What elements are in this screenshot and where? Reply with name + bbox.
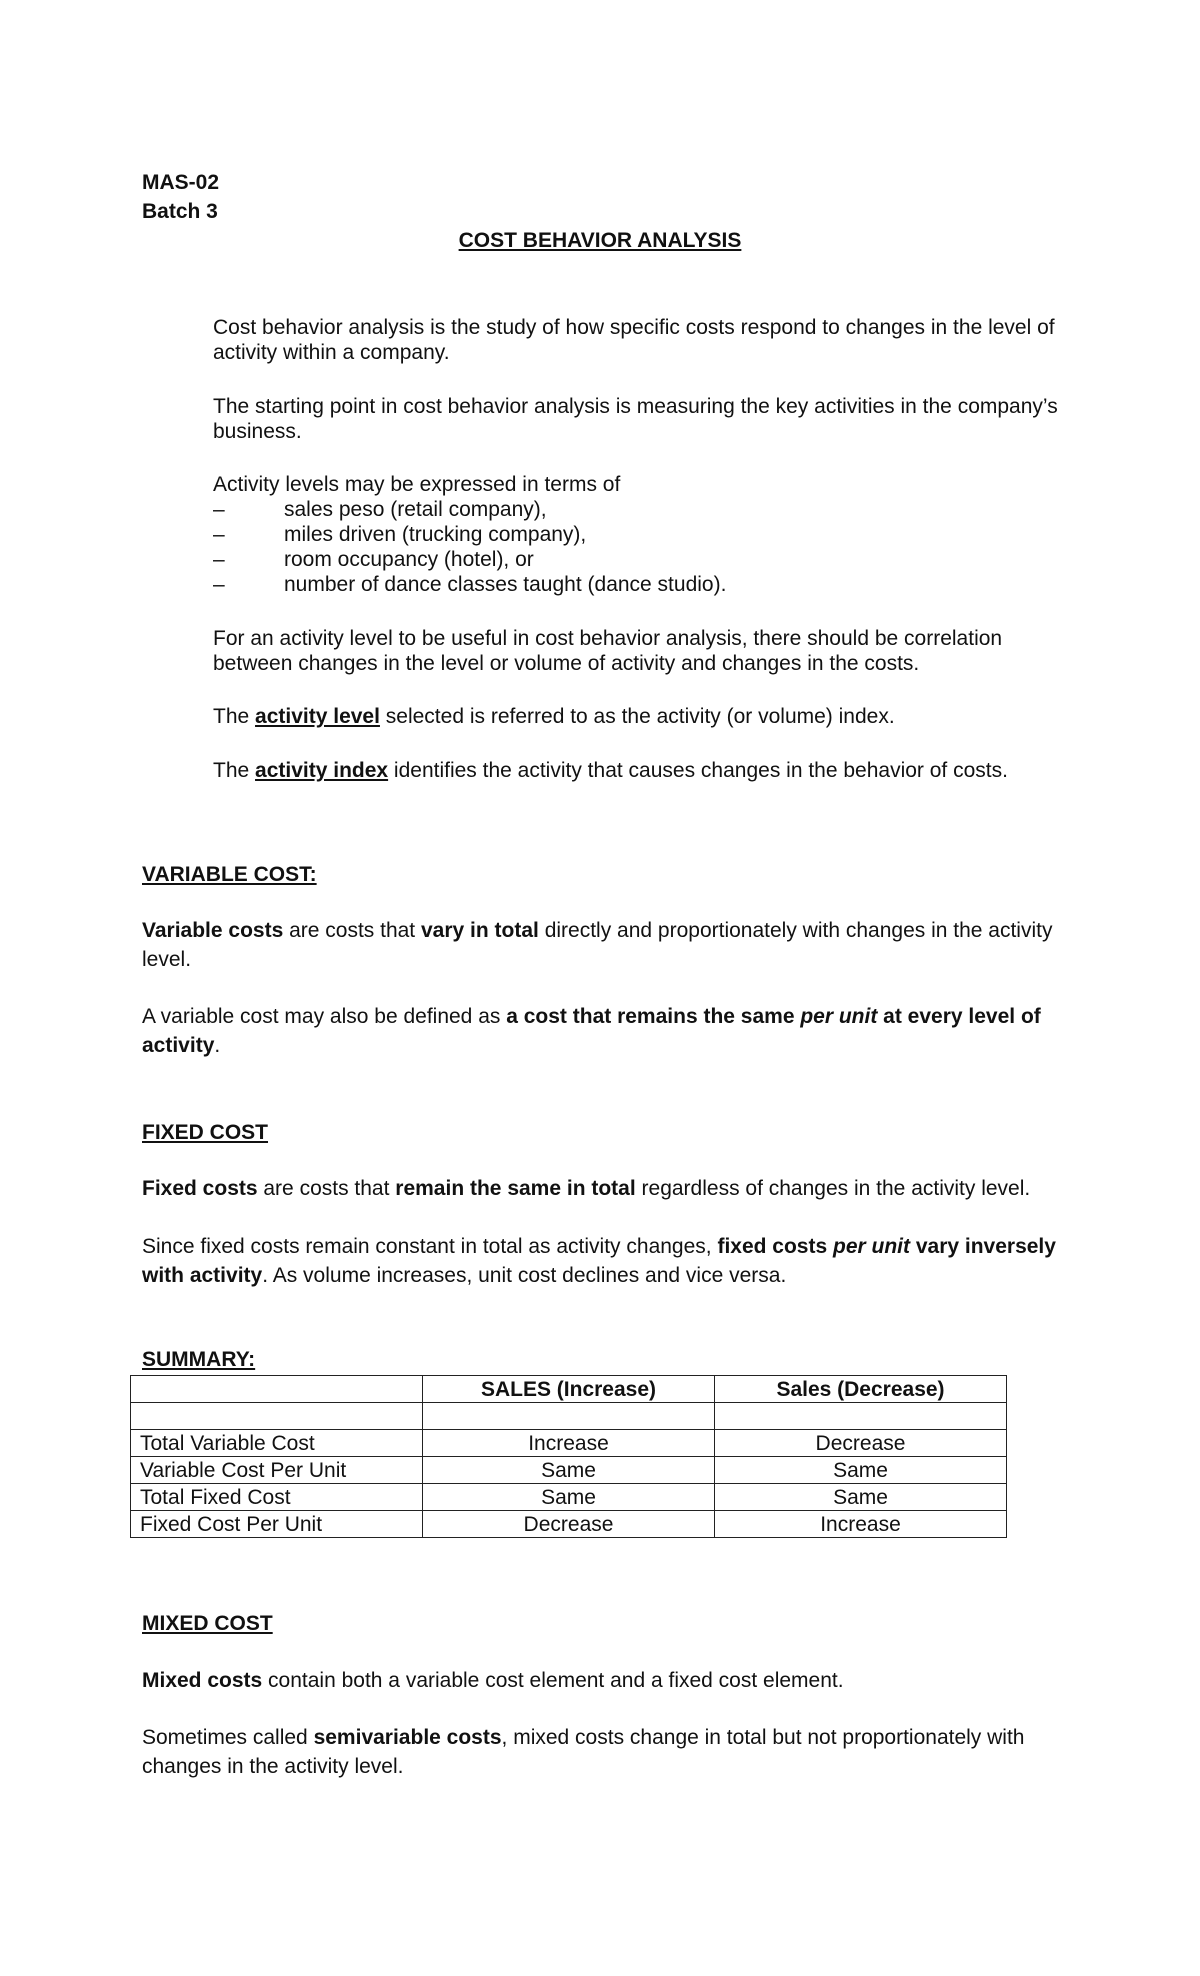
table-header-cell	[131, 1376, 423, 1403]
table-cell: Increase	[715, 1511, 1007, 1538]
text-run: directly and proportionately with changes in the activity level.	[142, 919, 1053, 971]
fixed-cost-paragraph-2	[142, 1232, 1072, 1290]
text-run: , mixed costs change in total but not proportionately with changes in the activity level.	[142, 1726, 1025, 1778]
fixed-cost-paragraph-1	[142, 1174, 1072, 1203]
table-cell	[715, 1403, 1007, 1430]
table-cell	[131, 1403, 423, 1430]
table-cell: Variable Cost Per Unit	[131, 1457, 423, 1484]
text-run: per unit	[833, 1235, 910, 1258]
text-run: Fixed costs	[142, 1177, 258, 1200]
table-row	[131, 1511, 1007, 1538]
text-run: vary in total	[420, 919, 539, 942]
table-cell: Fixed Cost Per Unit	[131, 1511, 423, 1538]
table-cell: Same	[423, 1484, 715, 1511]
list-item-text: number of dance classes taught (dance studio).	[284, 573, 727, 596]
table-cell: Increase	[423, 1430, 715, 1457]
summary-heading: SUMMARY:	[142, 1348, 256, 1371]
summary-table	[130, 1375, 1007, 1538]
list-item: – miles driven (trucking company),	[213, 523, 587, 546]
intro-paragraph-2: The starting point in cost behavior analysis is measuring the key activities in the company’s business.	[213, 395, 1058, 443]
table-row	[131, 1484, 1007, 1511]
fixed-cost-heading: FIXED COST	[142, 1121, 269, 1144]
intro-paragraph-3: Activity levels may be expressed in terms of	[213, 473, 621, 496]
batch-label: Batch 3	[142, 200, 218, 223]
mixed-cost-heading: MIXED COST	[142, 1612, 273, 1635]
text-run: The	[213, 759, 256, 782]
text-run: remain the same in total	[395, 1177, 636, 1200]
text-run: semivariable costs	[313, 1726, 502, 1749]
text-run: contain both a variable cost element and a fixed cost element.	[262, 1669, 844, 1692]
list-item: – sales peso (retail company),	[213, 498, 547, 521]
table-cell: Same	[715, 1484, 1007, 1511]
list-item: – number of dance classes taught (dance studio).	[213, 573, 727, 596]
mixed-cost-paragraph-2	[142, 1723, 1072, 1781]
document-code: MAS-02	[142, 171, 220, 194]
text-run: . As volume increases, unit cost declines and vice versa.	[262, 1264, 787, 1287]
list-item: – room occupancy (hotel), or	[213, 548, 534, 571]
defined-term: activity index	[255, 759, 389, 782]
table-header-cell: Sales (Decrease)	[715, 1376, 1007, 1403]
table-cell: Total Fixed Cost	[131, 1484, 423, 1511]
text-run: Variable costs	[142, 919, 284, 942]
intro-paragraph-4: For an activity level to be useful in cost behavior analysis, there should be correlation between changes in the level or volume of activity and changes in the costs.	[213, 627, 1003, 675]
defined-term: activity level	[255, 705, 380, 728]
text-run: .	[214, 1034, 221, 1057]
text-run: Since fixed costs remain constant in total as activity changes,	[142, 1235, 718, 1258]
table-cell	[423, 1403, 715, 1430]
text-run: A variable cost may also be defined as	[142, 1005, 507, 1028]
intro-paragraph-6	[213, 758, 1073, 783]
table-cell: Decrease	[423, 1511, 715, 1538]
table-cell: Same	[715, 1457, 1007, 1484]
table-header-cell: SALES (Increase)	[423, 1376, 715, 1403]
text-run: at every level of activity	[142, 1005, 1041, 1057]
table-header-row	[131, 1376, 1007, 1403]
text-run: vary inversely with activity	[142, 1235, 1056, 1287]
text-run: per unit	[800, 1005, 878, 1028]
table-cell: Total Variable Cost	[131, 1430, 423, 1457]
text-run: selected is referred to as the activity (or volume) index.	[379, 705, 895, 728]
list-item-text: miles driven (trucking company),	[284, 523, 587, 546]
text-run: The	[213, 705, 256, 728]
table-row	[131, 1457, 1007, 1484]
variable-cost-paragraph-1	[142, 916, 1072, 974]
mixed-cost-paragraph-1	[142, 1666, 1072, 1695]
text-run: identifies the activity that causes changes in the behavior of costs.	[388, 759, 1008, 782]
table-row	[131, 1403, 1007, 1430]
text-run: Sometimes called	[142, 1726, 314, 1749]
list-item-text: room occupancy (hotel), or	[284, 548, 534, 571]
activity-list	[213, 497, 1073, 597]
intro-paragraph-1: Cost behavior analysis is the study of how specific costs respond to changes in the level of activity within a company.	[213, 316, 1055, 364]
intro-paragraph-5	[213, 704, 1073, 729]
variable-cost-paragraph-2	[142, 1002, 1072, 1060]
text-run: are costs that	[283, 919, 421, 942]
text-run: a cost that remains the same	[506, 1005, 801, 1028]
variable-cost-heading: VARIABLE COST:	[142, 863, 317, 886]
page-title: COST BEHAVIOR ANALYSIS	[458, 229, 742, 252]
table-cell: Same	[423, 1457, 715, 1484]
text-run: fixed costs	[717, 1235, 833, 1258]
table-row	[131, 1430, 1007, 1457]
table-cell: Decrease	[715, 1430, 1007, 1457]
text-run: regardless of changes in the activity level.	[635, 1177, 1031, 1200]
text-run: Mixed costs	[142, 1669, 263, 1692]
text-run: are costs that	[257, 1177, 396, 1200]
list-item-text: sales peso (retail company),	[284, 498, 547, 521]
